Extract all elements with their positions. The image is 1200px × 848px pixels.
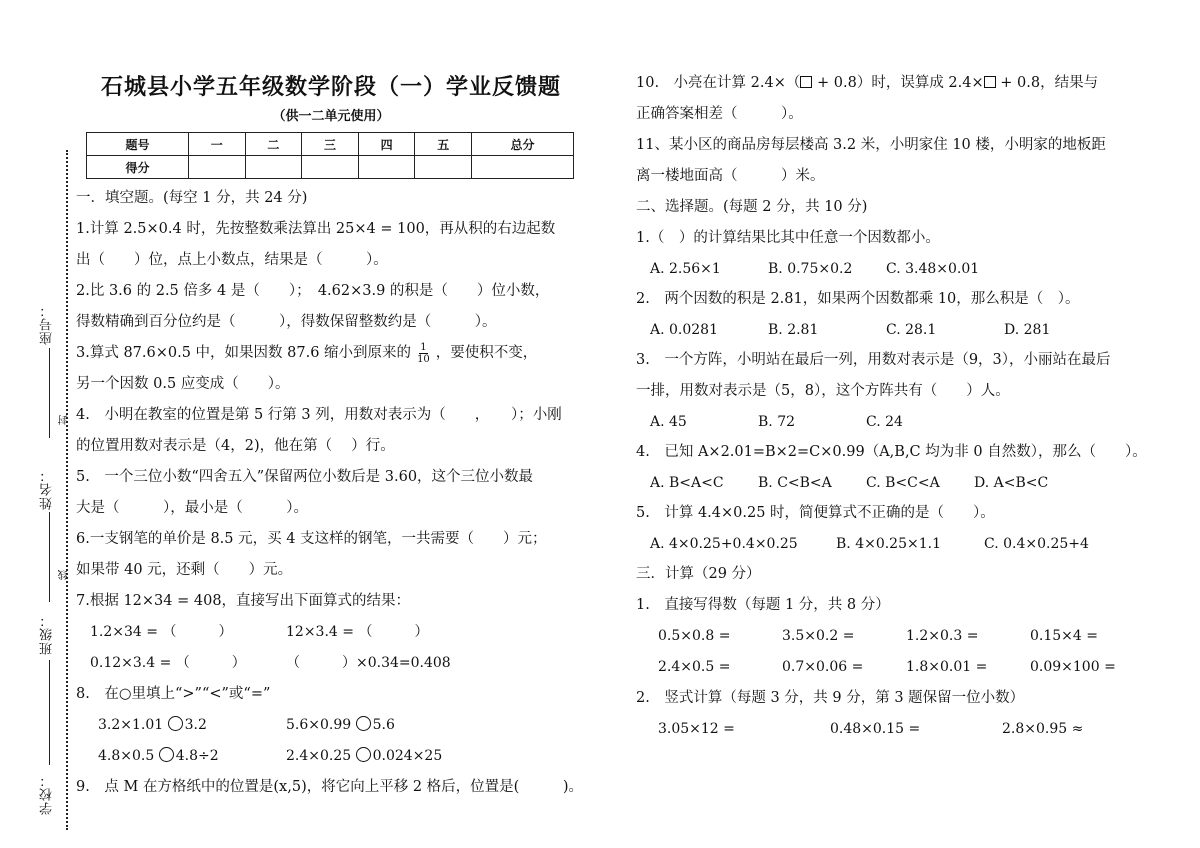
calc-item: 3.05×12 = [658, 721, 735, 737]
right-column [636, 68, 1156, 745]
option[interactable]: A. 45 [650, 414, 687, 430]
option[interactable]: B. 2.81 [768, 322, 819, 338]
option[interactable]: A. 2.56×1 [650, 261, 721, 277]
q8-left: 4.8×0.5 [98, 748, 155, 764]
question-line: 4. 小明在教室的位置是第 5 行第 3 列，用数对表示为（ ， ）；小刚 [76, 407, 562, 423]
question-line: 4. 已知 A×2.01=B×2=C×0.99（A,B,C 均为非 0 自然数），那么（ ）。 [636, 444, 1147, 460]
q8-left: 5.6×0.99 [286, 717, 352, 733]
score-table-score-row [87, 156, 574, 179]
question-line: 离一楼地面高（ ）米。 [636, 168, 825, 184]
question-line [636, 68, 1156, 99]
binding-dotted-line [66, 150, 68, 830]
compare-circle[interactable] [356, 747, 371, 762]
compare-circle[interactable] [168, 716, 183, 731]
question-text: + 0.8）时，误算成 2.4× [812, 75, 984, 91]
blank-box [800, 76, 812, 88]
score-cell: 三 [302, 133, 359, 156]
option[interactable]: D. A<B<C [974, 475, 1049, 491]
question-line: 5. 计算 4.4×0.25 时，简便算式不正确的是（ ）。 [636, 505, 995, 521]
calc-item: 0.7×0.06 = [782, 659, 864, 675]
option[interactable]: C. 28.1 [886, 322, 937, 338]
option[interactable]: A. 0.0281 [650, 322, 718, 338]
option[interactable]: B. 72 [758, 414, 796, 430]
question-line: 出（ ）位，点上小数点，结果是（ ）。 [76, 252, 388, 268]
question-text: 10. 小亮在计算 2.4×（ [636, 75, 801, 91]
page-subtitle: （供一二单元使用） [272, 109, 390, 124]
page-title: 石城县小学五年级数学阶段（一）学业反馈题 [100, 75, 561, 100]
score-cell: 总分 [472, 133, 574, 156]
question-line: 得数精确到百分位约是（ ），得数保留整数约是（ ）。 [76, 314, 497, 330]
question-line: 6.一支钢笔的单价是 8.5 元，买 4 支这样的钢笔，一共需要（ ）元； [76, 531, 547, 547]
score-input-cell[interactable] [415, 156, 472, 179]
option[interactable]: A. 4×0.25+0.4×0.25 [650, 536, 798, 552]
q8-compare [98, 710, 286, 741]
question-line: 5. 一个三位小数“四舍五入”保留两位小数后是 3.60，这个三位小数最 [76, 469, 534, 485]
question-line: 如果带 40 元，还剩（ ）元。 [76, 562, 293, 578]
q7-row [76, 648, 586, 679]
class-label: 班级： [40, 613, 55, 655]
calc-item: 0.15×4 = [1030, 628, 1098, 644]
seal-mark: 封 [59, 415, 70, 425]
question-text: 3.算式 87.6×0.5 中，如果因数 87.6 缩小到原来的 [76, 345, 412, 361]
score-input-cell[interactable] [245, 156, 302, 179]
calc-item: 2.4×0.5 = [658, 659, 731, 675]
name-label: 姓名： [40, 468, 55, 510]
question-line: 另一个因数 0.5 应变成（ ）。 [76, 376, 290, 392]
option[interactable]: A. B<A<C [650, 475, 724, 491]
question-text: ，要使积不变， [435, 345, 538, 361]
calc-item: 0.48×0.15 = [830, 721, 921, 737]
question-line: 一排，用数对表示是（5，8），这个方阵共有（ ）人。 [636, 383, 1010, 399]
score-cell: 五 [415, 133, 472, 156]
question-text: + 0.8，结果与 [995, 75, 1099, 91]
option[interactable]: C. 0.4×0.25+4 [984, 536, 1089, 552]
q7-item: 1.2×34 = （ ） [90, 624, 233, 640]
calc-row [636, 714, 1156, 745]
calc-row [636, 652, 1156, 683]
options-row [636, 529, 1156, 559]
compare-circle[interactable] [356, 716, 371, 731]
q8-compare [98, 741, 286, 772]
question-line: 3. 一个方阵，小明站在最后一列，用数对表示是（9，3），小丽站在最后 [636, 352, 1111, 368]
options-row [636, 254, 1156, 284]
section1-heading: 一．填空题。(每空 1 分，共 24 分) [76, 190, 308, 206]
fraction [417, 342, 430, 365]
q7-item: （ ）×0.34=0.408 [286, 655, 451, 671]
option[interactable]: C. 24 [866, 414, 903, 430]
option[interactable]: B. 4×0.25×1.1 [836, 536, 941, 552]
option[interactable]: D. 281 [1004, 322, 1051, 338]
q8-compare [286, 710, 395, 741]
question-line: 1. 直接写得数（每题 1 分，共 8 分） [636, 597, 890, 613]
question-line [76, 338, 586, 369]
score-input-cell[interactable] [472, 156, 574, 179]
section2-heading: 二、选择题。(每题 2 分，共 10 分) [636, 199, 868, 215]
options-row [636, 315, 1156, 345]
q8-left: 3.2×1.01 [98, 717, 164, 733]
q7-item: 0.12×3.4 = （ ） [90, 655, 246, 671]
score-cell: 得分 [87, 156, 189, 179]
question-line: 大是（ ），最小是（ ）。 [76, 500, 308, 516]
fraction-denominator: 10 [417, 353, 430, 365]
calc-item: 2.8×0.95 ≈ [1002, 721, 1084, 737]
question-line: 2.比 3.6 的 2.5 倍多 4 是（ ）； 4.62×3.9 的积是（ ）位小数， [76, 283, 550, 299]
score-cell: 一 [188, 133, 245, 156]
fraction-numerator: 1 [420, 341, 427, 353]
option[interactable]: B. C<B<A [758, 475, 832, 491]
calc-item: 1.2×0.3 = [906, 628, 979, 644]
compare-circle[interactable] [159, 747, 174, 762]
q8-row [76, 710, 586, 741]
score-table [86, 132, 574, 179]
q8-compare [286, 741, 442, 772]
question-line: 2. 竖式计算（每题 3 分，共 9 分，第 3 题保留一位小数） [636, 690, 1025, 706]
score-cell: 二 [245, 133, 302, 156]
score-input-cell[interactable] [358, 156, 415, 179]
section3-heading: 三．计算（29 分） [636, 566, 761, 582]
question-line: 的位置用数对表示是（4，2)，他在第（ ）行。 [76, 438, 395, 454]
options-row [636, 468, 1156, 498]
blank-box [984, 76, 996, 88]
score-input-cell[interactable] [302, 156, 359, 179]
option[interactable]: B. 0.75×0.2 [768, 261, 853, 277]
class-blank-line [49, 660, 50, 765]
q8-right: 5.6 [372, 717, 395, 733]
question-line: 8. 在○里填上“>”“<”或“=” [76, 686, 271, 702]
question-line: 正确答案相差（ ）。 [636, 106, 803, 122]
option[interactable]: C. B<C<A [866, 475, 940, 491]
score-table-header-row [87, 133, 574, 156]
left-column [76, 70, 586, 803]
score-cell: 四 [358, 133, 415, 156]
calc-item: 1.8×0.01 = [906, 659, 988, 675]
score-input-cell[interactable] [188, 156, 245, 179]
q8-right: 3.2 [184, 717, 207, 733]
line-mark: 线 [59, 570, 70, 580]
calc-row [636, 621, 1156, 652]
options-row [636, 407, 1156, 437]
q8-right: 4.8÷2 [175, 748, 219, 764]
question-line: 9. 点 M 在方格纸中的位置是(x,5)，将它向上平移 2 格后，位置是( )。 [76, 779, 583, 795]
question-line: 1.（ ）的计算结果比其中任意一个因数都小。 [636, 230, 940, 246]
q8-left: 2.4×0.25 [286, 748, 352, 764]
option[interactable]: C. 3.48×0.01 [886, 261, 980, 277]
name-blank-line [49, 512, 50, 602]
question-line: 2. 两个因数的积是 2.81，如果两个因数都乘 10，那么积是（ ）。 [636, 291, 1080, 307]
question-line: 7.根据 12×34 = 408，直接写出下面算式的结果： [76, 593, 411, 609]
q8-row [76, 741, 586, 772]
question-line: 11、某小区的商品房每层楼高 3.2 米，小明家住 10 楼，小明家的地板距 [636, 137, 1106, 153]
question-line: 1.计算 2.5×0.4 时，先按整数乘法算出 25×4 = 100，再从积的右边起数 [76, 221, 556, 237]
calc-item: 3.5×0.2 = [782, 628, 855, 644]
seat-blank-line [49, 348, 50, 438]
seat-label: 座号： [40, 303, 55, 345]
q7-row [76, 617, 586, 648]
school-label: 学校： [40, 773, 55, 815]
score-cell: 题号 [87, 133, 189, 156]
q8-right: 0.024×25 [372, 748, 443, 764]
calc-item: 0.5×0.8 = [658, 628, 731, 644]
q7-item: 12×3.4 = （ ） [286, 624, 429, 640]
calc-item: 0.09×100 = [1030, 659, 1116, 675]
